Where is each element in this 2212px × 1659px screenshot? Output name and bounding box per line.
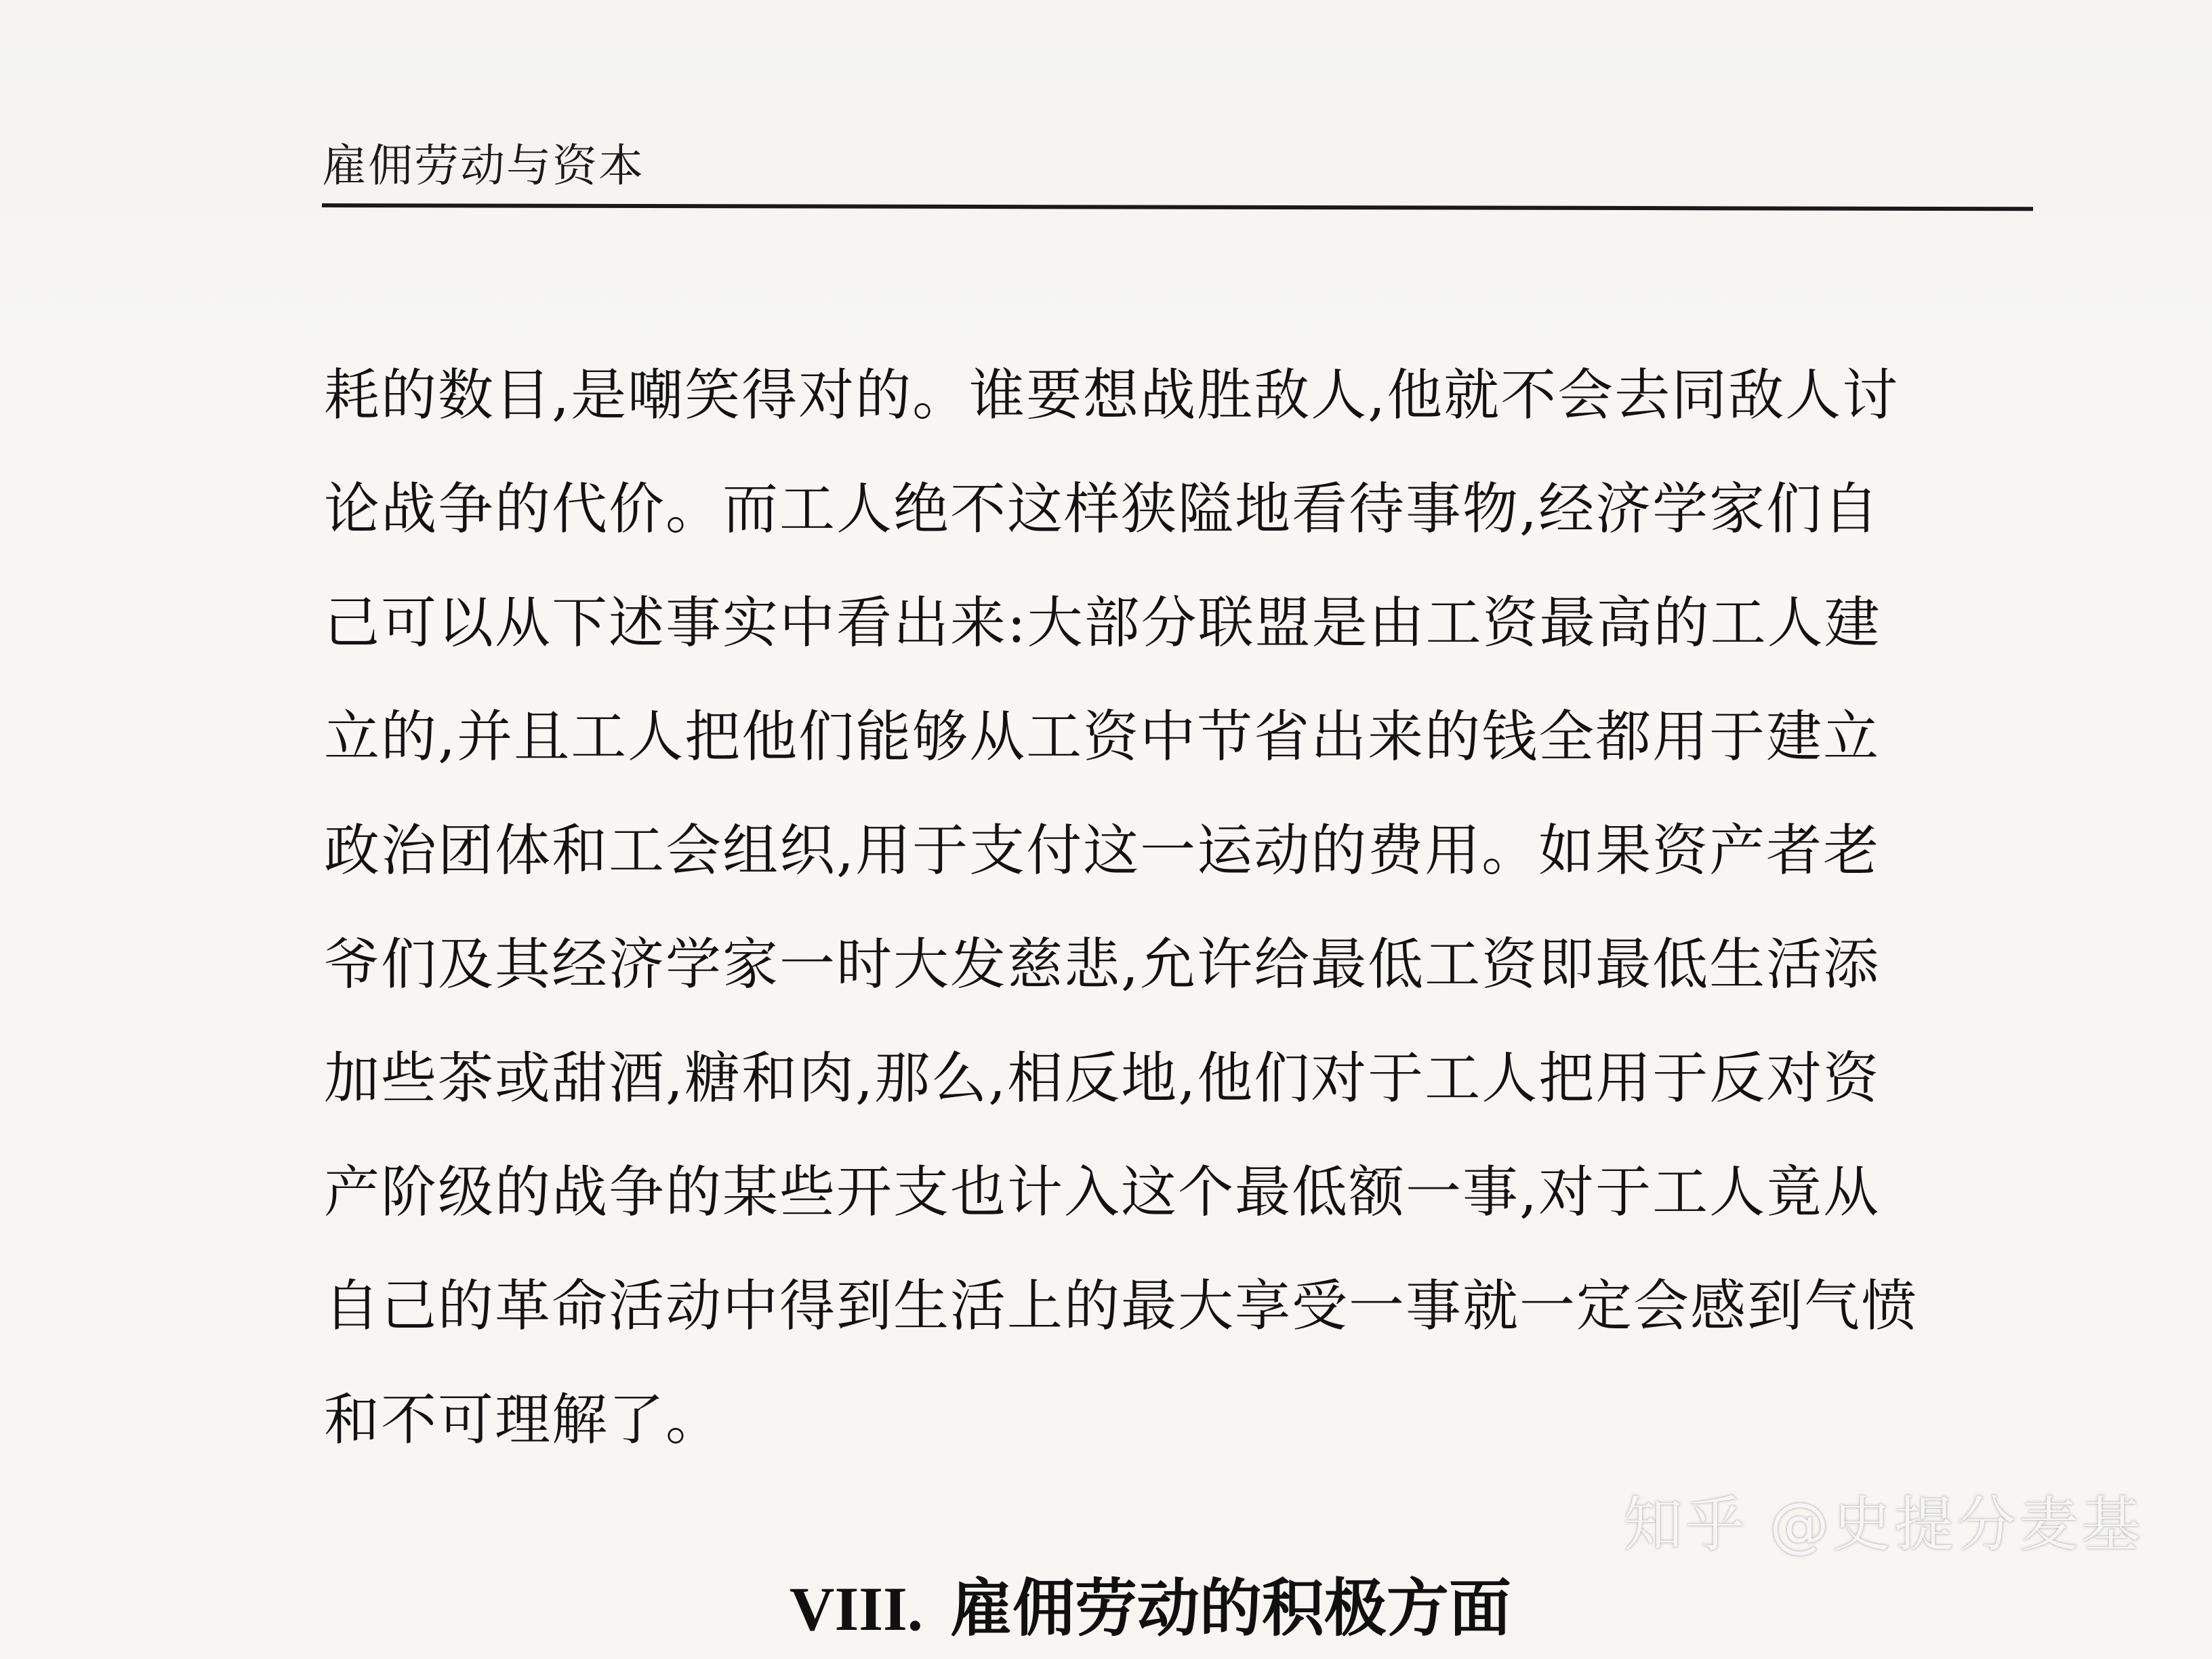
zhihu-watermark: 知乎 @史提分麦基 — [1623, 1490, 2144, 1559]
section-title: 雇佣劳动的积极方面 — [949, 1572, 1511, 1645]
text-line: 政治团体和工会组织,用于支付这一运动的费用。如果资产者老 — [324, 819, 1881, 883]
section-heading — [790, 1571, 1511, 1646]
text-line: 和不可理解了。 — [324, 1388, 723, 1452]
text-line: 论战争的代价。而工人绝不这样狭隘地看待事物,经济学家们自 — [324, 477, 1881, 541]
text-line: 自己的革命活动中得到生活上的最大享受一事就一定会感到气愤 — [324, 1274, 1919, 1338]
text-line: 爷们及其经济学家一时大发慈悲,允许给最低工资即最低生活添 — [324, 933, 1881, 997]
section-number: VIII. — [790, 1574, 923, 1643]
text-line: 加些茶或甜酒,糖和肉,那么,相反地,他们对于工人把用于反对资 — [324, 1046, 1881, 1111]
body-text — [324, 339, 2039, 1477]
text-line: 立的,并且工人把他们能够从工资中节省出来的钱全都用于建立 — [324, 705, 1881, 769]
header-rule — [322, 203, 2033, 211]
text-line: 耗的数目,是嘲笑得对的。谁要想战胜敌人,他就不会去同敌人讨 — [324, 363, 1900, 428]
text-line: 产阶级的战争的某些开支也计入这个最低额一事,对于工人竟从 — [324, 1160, 1881, 1225]
running-header: 雇佣劳动与资本 — [322, 140, 644, 192]
text-line: 己可以从下述事实中看出来:大部分联盟是由工资最高的工人建 — [324, 591, 1881, 655]
